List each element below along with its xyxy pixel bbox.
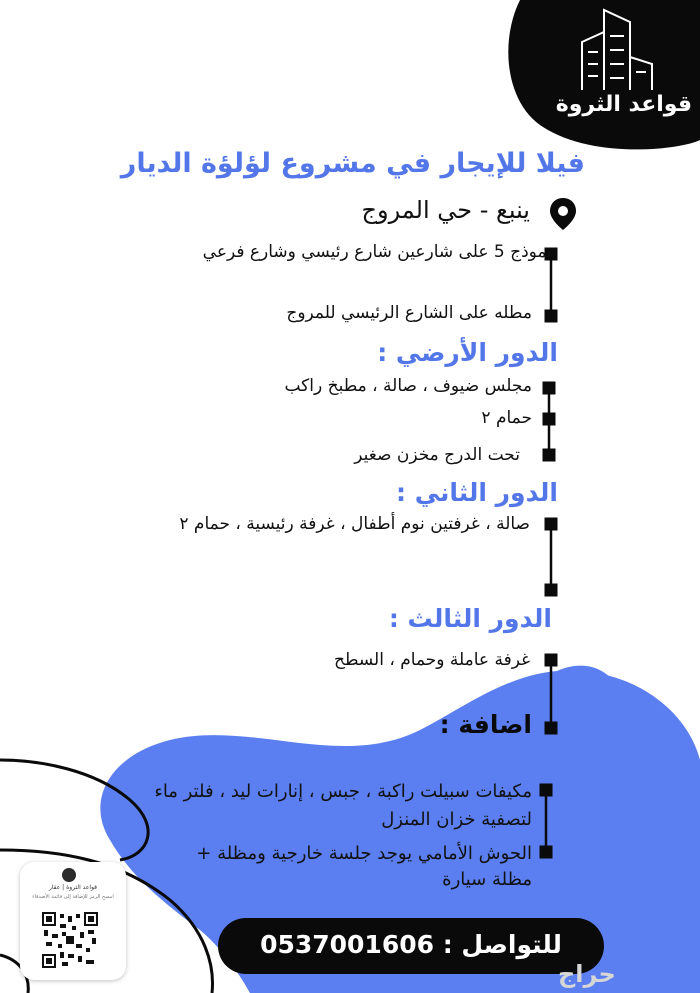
location-pin-icon	[546, 196, 580, 232]
extra-item-line: الحوش الأمامي يوجد جلسة خارجية ومظلة +	[196, 843, 532, 864]
feature-item: مطله على الشارع الرئيسي للمروج	[286, 303, 532, 323]
qr-card-subtitle: امسح الرمز للإضافة إلى قائمة الأصدقاء	[32, 894, 114, 900]
section-heading-extras: اضافة :	[439, 710, 532, 739]
qr-card-name: قواعد الثروة | عقار	[48, 884, 98, 891]
extra-item-line: لتصفية خزان المنزل	[381, 809, 532, 830]
extra-item-line: مظلة سيارة	[442, 869, 532, 890]
feature-item: نموذج 5 على شارعين شارع رئيسي وشارع فرعي	[202, 242, 552, 262]
section-heading-ground-floor: الدور الأرضي :	[377, 338, 558, 367]
ground-floor-item: تحت الدرج مخزن صغير	[354, 445, 520, 465]
ground-floor-item: حمام ٢	[481, 408, 532, 428]
logo-text: قواعد الثروة	[555, 92, 692, 117]
ground-floor-item: مجلس ضيوف ، صالة ، مطبخ راكب	[284, 376, 532, 396]
avatar	[62, 868, 76, 882]
watermark-text: حراج	[558, 960, 616, 988]
extra-item-line: مكيفات سبيلت راكبة ، جبس ، إنارات ليد ، فلتر ماء	[154, 781, 532, 802]
section-heading-second-floor: الدور الثاني :	[396, 478, 558, 507]
page-title: فيلا للإيجار في مشروع لؤلؤة الديار	[120, 148, 585, 179]
third-floor-item: غرفة عاملة وحمام ، السطح	[333, 650, 530, 670]
section-heading-third-floor: الدور الثالث :	[388, 604, 552, 633]
location-text: ينبع - حي المروج	[361, 196, 530, 224]
second-floor-item: صالة ، غرفتين نوم أطفال ، غرفة رئيسية ، حمام ٢	[179, 514, 530, 534]
qr-code-icon	[42, 912, 98, 968]
contact-phone: للتواصل : 0537001606	[260, 930, 562, 959]
